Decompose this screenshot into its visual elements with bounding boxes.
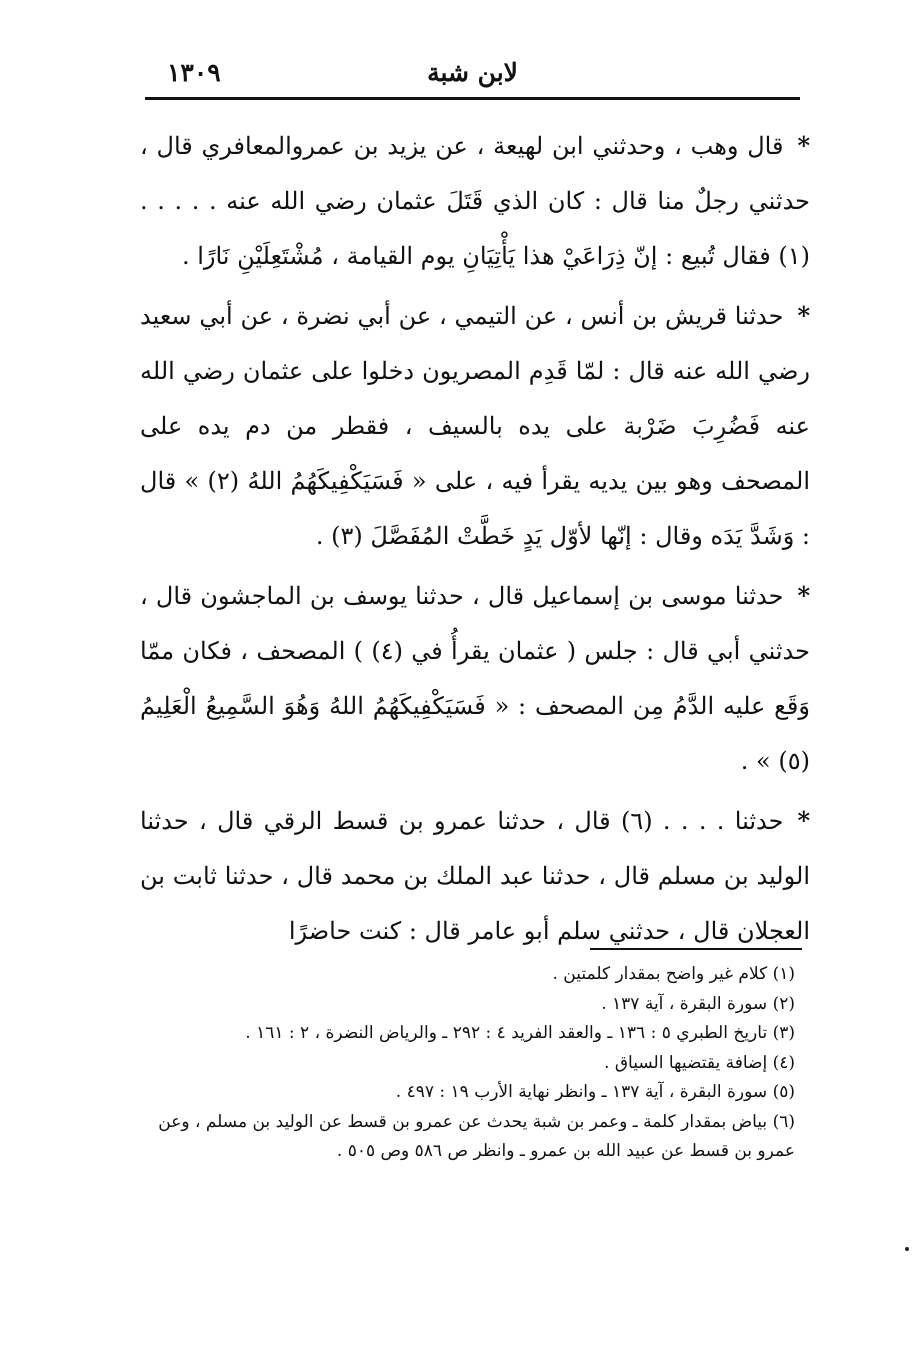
paragraph [140, 288, 810, 564]
main-text [140, 118, 810, 963]
footnote-rule [590, 948, 802, 950]
paragraph-bullet: * [797, 301, 810, 330]
paragraph-text: قال وهب ، وحدثني ابن لهيعة ، عن يزيد بن عمروالمعافري قال ، حدثني رجلٌ منا قال : كان الذي قَتَلَ عثمان رضي الله عنه . . . . . (١) فقال تُبيع : إنّ ذِرَاعَيْ هذا يَأْتِيَانِ يوم القيامة ، مُشْتَعِلَيْنِ نَارًا . [140, 132, 810, 270]
header-rule [145, 97, 800, 100]
footnotes [135, 960, 795, 1167]
paragraph-text: حدثنا . . . . (٦) قال ، حدثنا عمرو بن قسط الرقي قال ، حدثنا الوليد بن مسلم قال ، حدثنا عبد الملك بن محمد قال ، حدثنا ثابت بن العجلان قال ، حدثني سلم أبو عامر قال : كنت حاضرًا [140, 807, 810, 945]
footnote: (١) كلام غير واضح بمقدار كلمتين . [552, 964, 795, 984]
paragraph-text: حدثنا قريش بن أنس ، عن التيمي ، عن أبي نضرة ، عن أبي سعيد رضي الله عنه قال : لمّا قَدِم المصريون دخلوا على عثمان رضي الله عنه فَضُرِبَ ضَرْبة على يده بالسيف ، فقطر من دم يده على المصحف وهو بين يديه يقرأ فيه ، على « فَسَيَكْفِيكَهُمُ اللهُ (٢) » قال : وَشَدَّ يَدَه وقال : إنّها لأوّل يَدٍ خَطَّتْ المُفَصَّلَ (٣) . [140, 302, 810, 550]
page-number: ١٣٠٩ [167, 58, 221, 87]
footnote: (٥) سورة البقرة ، آية ١٣٧ ـ وانظر نهاية الأرب ١٩ : ٤٩٧ . [395, 1082, 795, 1102]
footnote: (٣) تاريخ الطبري ٥ : ١٣٦ ـ والعقد الفريد ٤ : ٢٩٢ ـ والرياض النضرة ، ٢ : ١٦١ . [245, 1023, 795, 1043]
margin-dot [905, 1247, 909, 1251]
paragraph [140, 118, 810, 284]
footnote: (٢) سورة البقرة ، آية ١٣٧ . [601, 993, 795, 1014]
paragraph-bullet: * [797, 581, 810, 610]
running-title: لابن شبة [427, 58, 518, 87]
paragraph [140, 793, 810, 959]
paragraph [140, 568, 810, 789]
paragraph-text: حدثنا موسى بن إسماعيل قال ، حدثنا يوسف بن الماجشون قال ، حدثني أبي قال : جلس ( عثمان يقرأُ في (٤) ) المصحف ، فكان ممّا وَقَع عليه الدَّمُ مِن المصحف : « فَسَيَكْفِيكَهُمُ اللهُ وَهُوَ السَّمِيعُ الْعَلِيمُ (٥) » . [140, 582, 810, 775]
footnote: (٤) إضافة يقتضيها السياق . [604, 1052, 795, 1073]
paragraph-bullet: * [797, 131, 810, 160]
page-header [145, 52, 800, 98]
paragraph-bullet: * [797, 806, 810, 835]
footnote: (٦) بياض بمقدار كلمة ـ وعمر بن شبة يحدث عن عمرو بن قسط عن الوليد بن مسلم ، وعن عمرو بن قسط عن عبيد الله بن عمرو ـ وانظر ص ٥٨٦ وص ٥٠٥ . [158, 1111, 795, 1161]
